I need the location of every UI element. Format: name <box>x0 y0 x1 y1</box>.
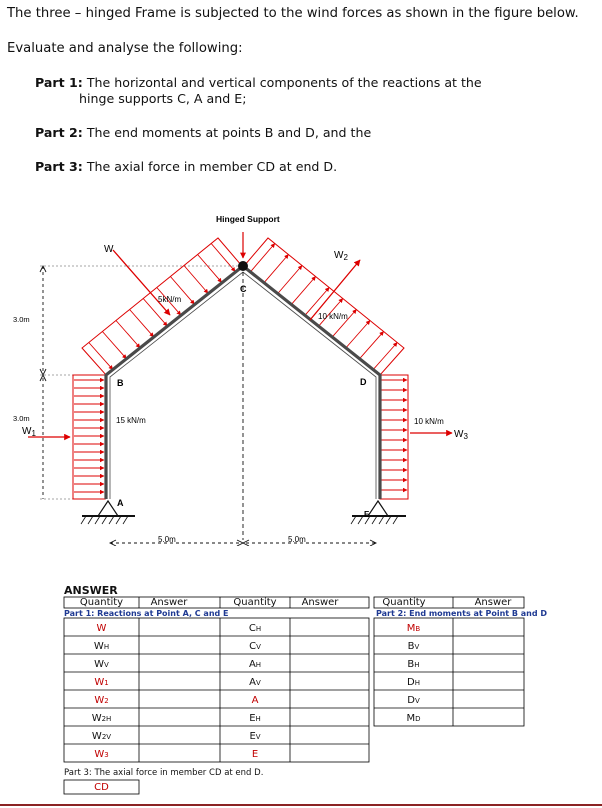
header-answer-1: Answer <box>150 597 188 608</box>
w-quantity-6: W2V <box>91 731 112 742</box>
label-c: C <box>240 284 247 294</box>
reaction-quantity-7: E <box>251 749 259 760</box>
w-quantity-4: W2 <box>94 695 109 706</box>
header-quantity-1: Quantity <box>79 597 124 608</box>
w-quantity-7: W3 <box>94 749 109 760</box>
label-dim-3m-top: 3.0m <box>13 315 30 324</box>
label-load-right-col: 10 kN/m <box>414 417 444 426</box>
left-column-load <box>73 375 105 499</box>
part3-label: Part 3: <box>35 159 83 174</box>
right-column-load <box>380 375 408 499</box>
w-quantity-0: W <box>96 623 107 634</box>
moment-quantity-3: DH <box>407 677 420 688</box>
part3 <box>35 159 337 175</box>
header-quantity-2: Quantity <box>233 597 277 608</box>
label-b: B <box>117 378 124 388</box>
moment-quantity-0: MB <box>406 623 421 634</box>
moment-quantity-4: DV <box>407 695 420 706</box>
part2-text: The end moments at points B and D, and the <box>86 125 372 140</box>
reaction-quantity-3: AV <box>249 677 261 688</box>
moment-quantity-2: BH <box>407 659 420 670</box>
part2-table-head: Part 2: End moments at Point B and D <box>376 609 548 618</box>
label-dim-3m-bottom: 3.0m <box>13 414 30 423</box>
reaction-quantity-1: CV <box>249 641 261 652</box>
reaction-quantity-0: CH <box>248 623 262 634</box>
reaction-quantity-5: EH <box>249 713 261 724</box>
label-load-left-col: 15 kN/m <box>116 416 146 425</box>
part1-label: Part 1: <box>35 75 83 90</box>
reaction-quantity-2: AH <box>248 659 262 670</box>
w-quantity-5: W2H <box>91 713 112 724</box>
w2-arrow <box>310 260 360 320</box>
moment-quantity-1: BV <box>407 641 420 652</box>
label-e: E <box>364 510 370 519</box>
label-a: A <box>117 498 124 508</box>
part3-table-head: Part 3: The axial force in member CD at end D. <box>64 768 264 778</box>
label-w2: $W_2$ <box>334 250 348 262</box>
header-quantity-3: Quantity <box>382 597 426 608</box>
moment-quantity-5: MD <box>406 713 421 724</box>
right-roof-load <box>244 238 404 375</box>
part2-label: Part 2: <box>35 125 83 140</box>
cd-cell: CD <box>94 782 109 793</box>
support-a <box>81 501 135 524</box>
frame-figure <box>0 206 602 546</box>
w-quantity-3: W1 <box>94 677 109 688</box>
label-load-left-roof: 5kN/m <box>158 295 182 304</box>
part2 <box>35 125 371 141</box>
label-dim-5m-left: 5.0m <box>158 535 176 544</box>
part1 <box>35 75 482 91</box>
hinge-c <box>238 261 248 271</box>
part1-table-head: Part 1: Reactions at Point A, C and E <box>64 609 229 618</box>
instruction-text: Evaluate and analyse the following: <box>7 41 243 56</box>
answer-title: ANSWER <box>64 584 118 597</box>
w-quantity-1: WH <box>93 641 110 652</box>
label-w3: $W_3$ <box>454 429 468 441</box>
label-dim-5m-right: 5.0m <box>288 535 306 544</box>
reaction-quantity-4: A <box>251 695 259 706</box>
bottom-border <box>0 804 602 806</box>
reaction-quantity-6: EV <box>249 731 261 742</box>
part3-text: The axial force in member CD at end D. <box>86 159 338 174</box>
header-answer-2: Answer <box>301 597 339 608</box>
label-hinged-support: Hinged Support <box>216 214 280 224</box>
w-quantity-2: WV <box>94 659 109 670</box>
label-d: D <box>360 377 367 387</box>
label-w: W <box>104 244 114 255</box>
header-answer-3: Answer <box>474 597 512 608</box>
intro-text: The three – hinged Frame is subjected to the wind forces as shown in the figure below. <box>7 6 579 21</box>
w-arrow <box>113 250 170 315</box>
support-e <box>351 501 406 524</box>
part1-text1: The horizontal and vertical components of the reactions at the <box>86 75 482 90</box>
part1-text2: hinge supports C, A and E; <box>79 91 247 106</box>
label-load-right-roof: 10 kN/m <box>318 312 348 321</box>
label-w1: $W_1$ <box>22 426 36 438</box>
